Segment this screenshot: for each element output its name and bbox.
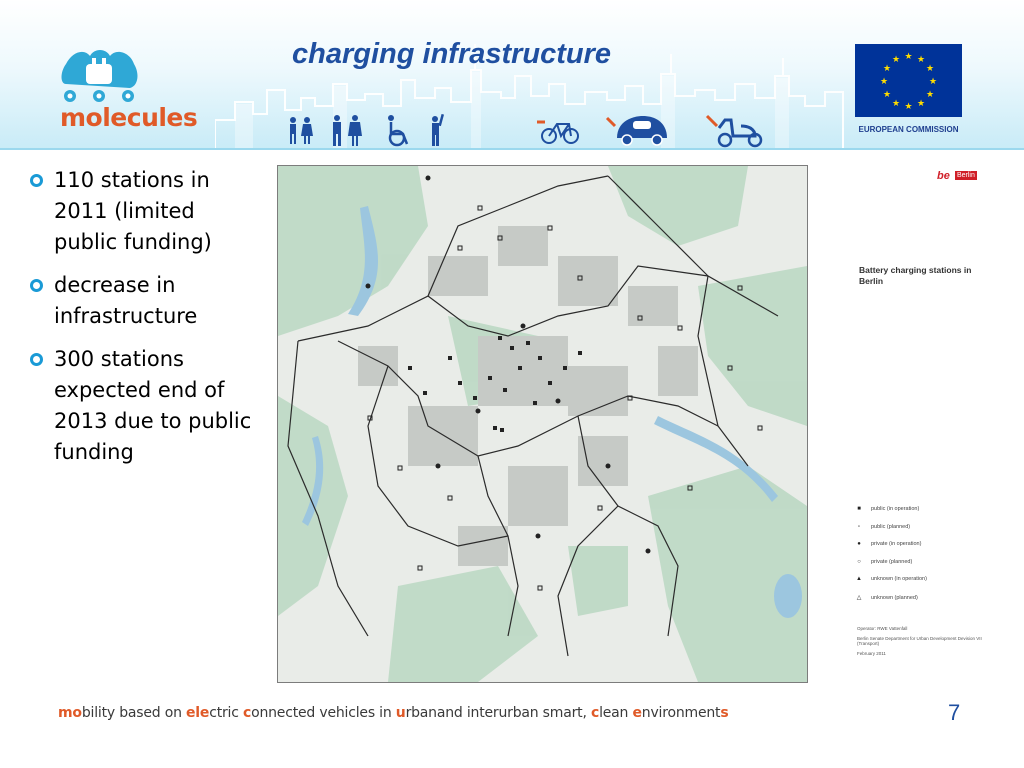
bullet-text: 300 stations expected end of 2013 due to public funding xyxy=(54,347,252,464)
bullet-item xyxy=(30,165,255,258)
molecules-logo-text: molecules xyxy=(60,103,198,132)
people-icons-row xyxy=(285,114,465,148)
svg-text:★: ★ xyxy=(925,90,935,100)
tagline-highlight: c xyxy=(242,705,252,721)
berlin-logo xyxy=(937,164,977,182)
bullet-icon xyxy=(30,279,43,292)
map-operator-note: Operator: RWE Vattenfall xyxy=(857,626,908,631)
berlin-logo-box: Berlin xyxy=(956,172,975,179)
legend-item xyxy=(855,559,927,577)
bullet-list xyxy=(30,165,255,480)
legend-symbol: ■ xyxy=(857,506,861,512)
eu-caption: EUROPEAN COMMISSION xyxy=(858,125,959,134)
header-divider xyxy=(0,148,1024,150)
page-number: 7 xyxy=(948,700,961,725)
legend-label: public (planned) xyxy=(871,523,911,530)
legend-label: private (in operation) xyxy=(871,541,922,547)
svg-text:★: ★ xyxy=(879,77,889,87)
svg-text:★: ★ xyxy=(891,55,901,65)
bullet-item xyxy=(30,344,255,468)
legend-symbol: ▲ xyxy=(856,576,862,582)
svg-text:★: ★ xyxy=(904,102,913,112)
map-graphic xyxy=(278,166,807,682)
map-notes xyxy=(857,626,987,660)
map-legend-panel xyxy=(845,160,995,690)
svg-text:★: ★ xyxy=(925,64,935,74)
bullet-text: decrease in infrastructure xyxy=(54,273,198,328)
pedestrian-icon xyxy=(333,115,362,146)
legend-symbol: ▫ xyxy=(857,523,861,530)
tagline-text: nvironment xyxy=(641,705,721,721)
slide-header xyxy=(0,0,1024,150)
tagline-highlight: c xyxy=(590,705,600,721)
legend-item xyxy=(855,594,927,612)
eu-flag-icon xyxy=(855,44,962,117)
legend-label: private (planned) xyxy=(871,558,913,565)
tagline-highlight: mo xyxy=(58,705,82,721)
tagline-text: rbanand interurban smart, xyxy=(405,705,591,721)
tagline-highlight: s xyxy=(720,705,729,721)
berlin-logo-be: be xyxy=(937,170,950,182)
ebike-icon xyxy=(537,122,578,143)
tagline-highlight: ele xyxy=(186,705,210,721)
map-title: Battery charging stations in Berlin xyxy=(859,265,972,286)
tagline-text: lean xyxy=(599,705,633,721)
bullet-item xyxy=(30,270,255,332)
map-legend xyxy=(855,506,927,611)
waving-person-icon xyxy=(432,114,444,146)
slide-title: charging infrastructure xyxy=(292,38,612,70)
svg-text:★: ★ xyxy=(882,90,892,100)
berlin-map xyxy=(277,165,808,683)
tagline-text: bility based on xyxy=(81,705,186,721)
legend-label: unknown (in operation) xyxy=(871,576,927,582)
svg-text:★: ★ xyxy=(928,77,938,87)
tagline-highlight: e xyxy=(632,705,642,721)
bullet-text: 110 stations in 2011 (limited public funding) xyxy=(54,168,212,254)
vehicle-icons-row xyxy=(535,108,775,150)
legend-item xyxy=(855,524,927,542)
svg-text:★: ★ xyxy=(882,64,892,74)
escooter-icon xyxy=(707,116,761,146)
tagline-text: ctric xyxy=(209,705,243,721)
molecules-logo-icon xyxy=(56,42,142,106)
svg-text:★: ★ xyxy=(904,52,913,62)
wheelchair-icon xyxy=(390,122,407,145)
legend-label: unknown (planned) xyxy=(871,594,918,601)
tagline-highlight: u xyxy=(395,705,406,721)
legend-symbol: ● xyxy=(857,541,861,547)
bullet-icon xyxy=(30,353,43,366)
svg-text:★: ★ xyxy=(916,55,926,65)
legend-symbol: ○ xyxy=(857,558,861,565)
legend-item xyxy=(855,506,927,524)
legend-symbol: △ xyxy=(856,594,862,601)
people-icon xyxy=(290,117,313,144)
legend-item xyxy=(855,576,927,594)
svg-text:★: ★ xyxy=(891,99,901,109)
bullet-icon xyxy=(30,174,43,187)
svg-text:★: ★ xyxy=(916,99,926,109)
map-department-note: Berlin Senate Department for Urban Development Devision VII (Transport) xyxy=(857,635,982,646)
footer-tagline xyxy=(58,705,728,721)
tagline-text: onnected vehicles in xyxy=(251,705,396,721)
legend-item xyxy=(855,541,927,559)
ecar-icon xyxy=(607,116,667,145)
legend-label: public (in operation) xyxy=(871,506,920,512)
map-date-note: February 2011 xyxy=(857,650,886,656)
